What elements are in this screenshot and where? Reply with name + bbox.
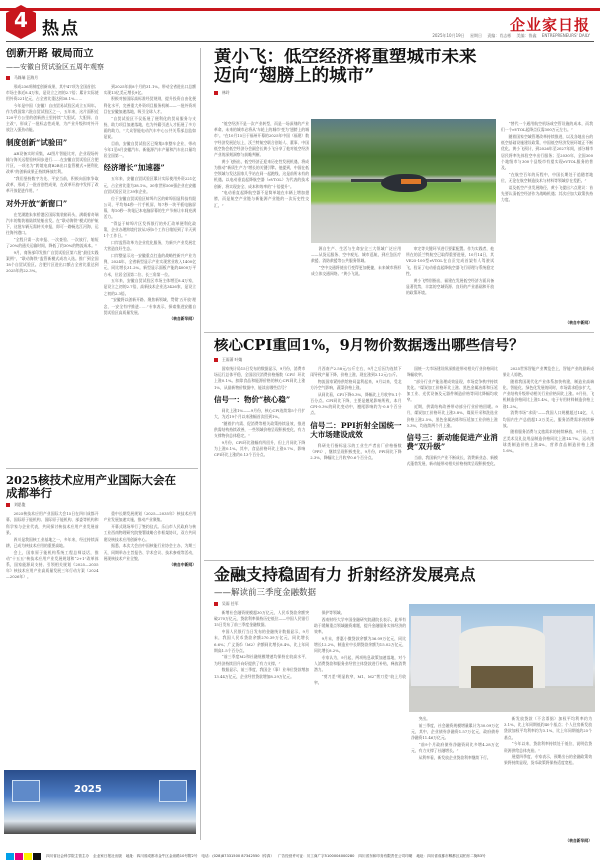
- article-anhui: [6, 48, 196, 466]
- screen-left: [12, 780, 40, 802]
- paragraph: “空中交通将使出行变得更加便捷，未来城市将形成立体交通网络。”黄小飞说。: [311, 265, 401, 277]
- color-register-black: [33, 853, 41, 860]
- paragraph: 四川是我国核工业基地之一，多年来，经过持续深耕，已成为核技术应用的重要高地。: [6, 536, 99, 548]
- title-line-1: 黄小飞：低空经济将重塑城市未来: [214, 48, 477, 67]
- section-divider: [204, 560, 594, 561]
- byline-authors: 林玲: [222, 89, 230, 95]
- subheading: 信号二：PPI折射全国统一大市场建设成效: [310, 420, 402, 439]
- paragraph: 同比上涨1%——9月份，核心CPI连续第5个月扩大，为近19个月以来涨幅首次回到1%。: [214, 407, 306, 419]
- paragraph: “随着扩内需、促消费等相关政策持续显效，推进供需结构持续改善，一些领域价格呈现积极变化，有力支撑物价总体稳定。”: [214, 420, 306, 439]
- title-line-2: 迈向“翅膀上的城市”: [214, 66, 375, 87]
- english-name: ENTREPRENEURS' DAILY: [541, 33, 590, 38]
- paragraph: 会上，国家原子能机构系统工程总师谈话，推动“十五五”核技术应用产业发展规划和“2+1”改革体系，国家能源局支持、引领相关规划《2025—2035年》核技术应用产业高质量发展三年行动方案（2024—2026年）。: [6, 549, 99, 580]
- byline-marker-icon: [214, 91, 218, 95]
- paragraph: “部分行业产能治理成效显现，市场竞争秩序持续优化。”煤炭加工价格环比上涨、黑色金属冶炼和压延加工业、光伏设备及元器件制造价格等同比降幅均收窄。: [406, 378, 498, 403]
- paragraph: “替代一个通用航空机场或空管设施的成本，而我们一个eVTOL起降点仅需300万元左右。”: [501, 121, 593, 133]
- text-column: [501, 121, 593, 326]
- paragraph: 新发放贷款（不含票据）加权平均利率约为3.1%，比上年同期低约40个基点；个人住房新发放贷款加权平均利率约为3.1%，比上年同期低约25个基点。: [504, 716, 592, 740]
- paragraph: “电动垂直起降航空器不是简单地在车辆上增加翅膀，而是航空产业链与新能源产业链的一次历史性交汇。”: [214, 190, 309, 208]
- editor: 责编：肖志彬: [487, 33, 512, 38]
- building-steps: [409, 688, 595, 712]
- footer-publisher: 四川省社会科学院主管主办: [46, 853, 90, 858]
- footer-printer-address: 地址：四川省成都市郫都区双柏东二街83号: [416, 853, 486, 858]
- subheading: 信号一：物价“核心稳”: [214, 394, 291, 404]
- paragraph: 2025核技术应用产业国际大会15日在四川成都开幕，国际原子能机构、国际原子能机构、部委等机构和科学家与企业代表，共同探讨核技术应用产业发展前景。: [6, 511, 99, 535]
- paragraph: “全程只需一次申报、一次查验、一次放行，缩短了20%的通关运输时间，降低了约30%的物流成本。”: [6, 236, 99, 249]
- paragraph: 中国人民银行当日发布的金融统计数据显示，9月末，我国人民币贷款余额270.39万亿元，同比增长6.6%；广义货币（M2）余额同比增长8.4%，比上年同期高1.5个百分点。: [214, 629, 309, 653]
- paragraph: 随着国家空域管理改革持续推进，以及各地出台的低空基础设施建设政策，中国低空经济发展环境正不断优化。黄小飞预计，到2026年至2027年间，部分城市居民将率先体验空中出行服务；至2030年，全国300个地级市与300个县级市有望实现eVTOL服务的普及。: [501, 133, 593, 170]
- footer-producer: 企业家日报社出版: [93, 853, 122, 858]
- article-cpi: [206, 338, 594, 558]
- footer-phone: 电话：(028)87331500 87342550（传真）: [201, 853, 274, 858]
- byline-authors: 吴雨 任军: [222, 600, 239, 606]
- paragraph: 随着服务消费与文旅需求的持续释放，9月份，工艺美术及礼仪用品制造价格同比上涨14.7%，运动用球类制造价格上涨4%，营养食品制造价格上涨1.6%。: [502, 429, 594, 454]
- byline: [6, 502, 196, 508]
- text-column: [504, 716, 592, 767]
- text-column: [503, 366, 594, 468]
- text-column: [214, 610, 309, 680]
- paragraph: “今年以来，贷款利率持续处于低位，说明信贷资源供给总体充裕。”: [504, 741, 592, 753]
- article-title[interactable]: 2025核技术应用产业国际大会在成都举行: [6, 474, 177, 500]
- footer-printer: 四川省东和印务有限责任公司印刷: [358, 853, 413, 858]
- byline-marker-icon: [6, 503, 10, 507]
- text-column: [6, 84, 99, 323]
- paragraph: 突出。: [418, 716, 430, 721]
- paragraph: 前三季度，社会融资规模增量累计为30.09万亿元，其中，企业债券净融资1.57万亿元，政府债券净融资11.46万亿元。: [411, 722, 499, 741]
- paragraph: 今年是中国（安徽）自由贸易试验区成立五周年。作为我国第六批自贸试验区之一，五年来，这片面积近120平方公里的创新热土里持续“大胆试、大胆闯、自主改”，形成了一批标志性成果，为产业升级和对外开放注入强劲动能。: [6, 102, 99, 133]
- paragraph: 到2025年前8个月的31.1%。带动全省进出口总额实现13亿美元增长9亿。: [103, 83, 196, 95]
- paragraph: 国家统计局15日发布的数据显示，9月份，消费市场运行总体平稳，全国居民消费价格指数（CPI）环比上涨0.1%。扣除食品和能源价格的核心CPI同比上涨1%，从最新物价数据中，能读出哪些信号？: [214, 365, 306, 390]
- designer: 美编：鲁鑫: [516, 33, 537, 38]
- paragraph: 9月，商务部印发推广自贸试验区第六批“最佳实践案例”，“联动海铁”监管新模式成功入选。推广到全国18个自贸试验区。合肥片区进出口额占全省比重达到2025年的22.3%。: [6, 249, 99, 274]
- paragraph: 从利率看，新发放企业贷款利率继续下行。: [418, 754, 491, 760]
- paragraph: 形成236项制度创新成果，其中47项为全国首创；市场主体近8.4万家，是设立之初的2.7倍；累计实际使用外资221亿元，占全省比重达到38.1%……: [6, 83, 99, 101]
- text-column: [311, 246, 401, 278]
- paragraph: 科研先行指标显示的工业生产者出厂价格指数（PPI），继续呈现积极变化，9月份，PPI同比下降2.3%，降幅比上月收窄0.6个百分点。: [310, 442, 402, 460]
- paragraph: 国统一大市场建设纵深推进带动相关行业价格同比降幅收窄。: [406, 365, 498, 378]
- aircraft-accent: [401, 179, 421, 184]
- paragraph: 2025世界智能产业博览会上，智能产业的最新成果让人惊艳。: [502, 365, 594, 378]
- text-column: [310, 366, 401, 468]
- paragraph: 目前，安徽自贸试验区已聚集5家整车企业，带动今年1至8月安徽汽车、新能源汽车产量和汽车出口量均居全国第一。: [103, 140, 196, 159]
- article-source: （转自新华网）: [169, 316, 196, 322]
- paragraph: 开幕式现场举行了签约仪式。乐山市人民政府与核工业西南物理研究院签署战略合作框架协议，双方共同建设核技术应用创新中心。: [103, 524, 196, 542]
- paragraph: 位于安徽自贸试验区蚌埠片区的蚌埠国显科技有限公司，平均每4秒一片手机屏，每7秒一块平板电脑屏幕，每10秒一块笔记本电脑屏幕的生产节奏让车间充满活力。: [103, 195, 196, 220]
- paragraph: 从同比看，CPI下降0.3%，降幅比上月收窄0.1个百分点。CPI同比下降，主要是翘尾影响所致，本月CPI-0.3%的同比变动中，翘尾影响约为-0.8个百分点。: [310, 391, 402, 416]
- article-source: （转自中新网）: [169, 562, 196, 568]
- byline: [206, 90, 594, 96]
- text-column: [6, 511, 99, 581]
- paragraph: 展望四季度，专家表示，预期出台的金融政策效果将持续显现，货币政策将保持适度宽松。: [504, 754, 592, 766]
- paragraph: 数据显示，前三季度，我国企（事）业单位贷款增加13.44万亿元，企业经营贷款增加8.29万亿元。: [214, 667, 309, 679]
- header-red-rule: [0, 8, 600, 11]
- paragraph: 黄小飞特别指出，福建在发展低空经济方面具备显著优势，丰富的空域资源、良好的产业基础和开放的政策环境。: [406, 277, 494, 295]
- text-column: [104, 84, 197, 323]
- color-register-cyan: [6, 853, 14, 860]
- paragraph: 随着我国现代化产业体系加快构建，制造业高端化、智能化、绿色化发展的同时，市场需求稳步扩大，产业结构升级带动相关行业价格同比上涨。9月份，飞机制造价格同比上涨1.4%，电子专用材料制造价格上涨1.2%。: [502, 378, 594, 409]
- article-subtitle: ——安徽自贸试验区五周年观察: [6, 62, 104, 71]
- header-divider: [6, 41, 594, 42]
- footer-imprint: [0, 850, 600, 862]
- byline: [206, 357, 594, 363]
- byline-marker-icon: [214, 602, 218, 606]
- paragraph: 据悉，本次大会由中国核能行业协会主办，为期三天，同期举办主旨报告、学术会议、技术参观等活动，展现核技术产业全貌。: [103, 543, 196, 561]
- screen-right: [159, 780, 187, 802]
- evtol-aircraft-photo: [311, 119, 496, 243]
- paragraph: 口岸监管改革为企业优化服务，为新兴产业发展壮大营造良好生态。: [103, 240, 196, 252]
- byline-marker-icon: [214, 358, 218, 362]
- paragraph: “安徽将以创新开路、聚焦新领域，贯彻‘五开放’理念，一安全有序推进……”专家表示，探索推进安徽自贸试验区高质量发展。: [103, 297, 196, 315]
- byline-marker-icon: [6, 76, 10, 80]
- article-title[interactable]: 核心CPI重回1%，9月物价数据透出哪些信号？: [214, 338, 524, 354]
- central-bank-building-photo: [409, 604, 595, 712]
- text-column: [411, 716, 499, 761]
- text-column: [314, 610, 406, 687]
- byline-authors: 刘思俊: [14, 502, 26, 508]
- paragraph: 专家认为，9月起，两项贴息政策加速落地，对个人消费贷款和服务业经营主体贷款进行补贴，释放消费潜力。: [314, 654, 406, 673]
- text-column: [407, 366, 498, 468]
- paragraph: 消费市场“求质”——我国人口规模超过14亿，人均国内生产总值超1.3万美元，服务消费需求持续释放。: [502, 410, 594, 428]
- footer-license: 广告经营许可证：川工商广字5100004000280: [277, 853, 355, 858]
- paragraph: “剪刀差”明显收窄，M1、M2“剪刀差”较上月收窄。: [314, 674, 406, 686]
- paragraph: 在芜湖港朱家桥港区国际集装箱码头，满载着奇瑞汽车的集装箱陆续装船出发。在“联动海铁”模式的护航下，这批车辆无需转关申报，即可一路畅达江河海，运往海外港口。: [6, 211, 99, 236]
- footer-address: 地址：四川省成都市金牛区金泉路10号附2号: [125, 853, 198, 858]
- section-divider: [6, 468, 198, 469]
- paragraph: “我们坚持数字为先、平安当前，积极向国家争取改革，形成了一批首创性成果，在改革开放中发挥了改革开放促进作用。”: [6, 175, 99, 194]
- conference-banner-year: 2025: [74, 784, 102, 795]
- paragraph: 审定等关键环节进行要素配置。作为实践者，他所在的沃兰特航空已取得重要进展，10月14日，其VE25-100型eVTOL在自贡完成首架有人驾驶试飞，验证了电动垂直起降航空器飞行原理与系统稳定性。: [406, 246, 494, 276]
- text-column: [214, 121, 309, 209]
- subheading: 经济增长“加速器”: [103, 163, 165, 173]
- paragraph: “得益于蚌埠片区发挥银行的外汇改革便利化政策，企业办理跨境付款从3到5个工作日缩短到了半天到1个工作日。”: [103, 220, 196, 239]
- text-column: [406, 246, 494, 297]
- paragraph: 月西南产2.58元/公斤左右，9月之后因为连续下雨导致产量下降，价格上涨，现在涨到3.12元/公斤。: [310, 365, 402, 378]
- paragraph: 黄小飞指出，低空经济正迎来历史性发展机遇，将成为推动“新质生产力”增长的关键引擎。他提到，中国在低空领域与发达国家几乎站在同一起跑线，这是前所未有的机遇。以电动垂直起降航空器（eVTOL）为代表的技术创新，将实现安全、成本和效率的“十倍提升”。: [214, 158, 309, 189]
- paragraph: 9月末，普惠小微贷款余额为36.09万亿元，同比增长12.2%，制造业中长期贷款余额为15.02万亿元，同比增长8.2%。: [314, 635, 406, 654]
- paragraph: 重中长期发展规划（2025—2035年）核技术应用产业发展加速实施，推动产业聚集。: [103, 511, 196, 523]
- article-source: （转自中新网）: [565, 320, 592, 325]
- column-divider: [200, 48, 201, 840]
- paragraph: 新增社会融资规模超30万亿元，人民币贷款余额突破270万亿元，贷款利率保持历史低位——中国人民银行15日发布了前三季度金融数据。: [214, 610, 309, 628]
- weekday: 星期日: [469, 33, 482, 38]
- section-name: 热点: [42, 19, 80, 39]
- color-register-magenta: [15, 853, 23, 860]
- byline-authors: 马姝瑞 汪海月: [14, 74, 38, 80]
- article-source: （转自新华网）: [565, 838, 592, 843]
- building-wing-left: [411, 616, 461, 686]
- article-title[interactable]: 创新开路 破局而立: [6, 48, 94, 59]
- article-nuclear: [6, 474, 196, 766]
- article-title[interactable]: [206, 48, 594, 87]
- subheading: 对外开放“新窗口”: [6, 198, 68, 208]
- paragraph: 近期，供需结构改善带动部分行业价格回暖。9月，煤炭加工价格环比上涨3.8%，煤炭开采和洗选业价格上涨2.5%，黑色金属冶炼和压延加工业价格上涨0.3%，均连续两个月上涨。: [406, 404, 498, 428]
- paragraph: 物流国家紧持供给格局盈利起来，9月以来，受北方冷空气影响，蔬菜价格上涨。: [310, 378, 402, 391]
- issue-date: 2025年10月19日: [432, 33, 465, 38]
- paragraph: “自贸试验区不仅拓展了便利化的贸易服务与支持，助力项目加速落地，也为外籍引进入才拓展了多方面的助力，”大众智能电动汽车中心公共关系部总监如是说。: [103, 115, 196, 140]
- paragraph: 口岸整显示这一安徽重点打造的战略性新兴产业为例，2024年，全省新型显示产业实现营业收入1400亿元，同比增长31.2%。新型显示面板产能约4000万平方米，位居全国第二位、长三角第一位。: [103, 252, 196, 277]
- paragraph: 9月份，CPI环比涨幅有所回升，但上月同比下降为上涨0.1%。其中，食品价格环比上涨0.7%，影响CPI环比上涨约0.13个百分点。: [214, 439, 306, 458]
- text-column: [214, 366, 305, 468]
- paragraph: 谈及低空产业发展路径，黄小飞提出六点建议：首先要认清低空经济作为战略机遇；其次应加大政策扶持力度。: [501, 184, 593, 202]
- masthead-logo: 企业家日报: [509, 16, 590, 34]
- article-subtitle: ——解读前三季度金融数据: [214, 587, 317, 598]
- section-divider: [204, 332, 594, 333]
- subheading: 信号三：新动能促进产业消费“双升级”: [406, 432, 498, 451]
- paragraph: 西南财经大学中国金融研究院副院长表示，此举有助于缓解重点领域融资难题，提升金融服务实体经济的效率。: [314, 616, 406, 635]
- building-wing-right: [543, 616, 593, 686]
- paragraph: 源自生产、生活与生命安全三大领域广泛应用——从货运服务、空中观光、城市巡航，到应急医疗救援、消防救援等公共服务领域。: [311, 246, 401, 264]
- article-title[interactable]: 金融支持稳固有力 折射经济发展亮点: [214, 566, 476, 584]
- color-register-yellow: [24, 853, 32, 860]
- paragraph: “低空经济不是一次产业转型，而是一场深刻的产业革命。未来的城市必将从‘车轮上的城市’变为‘翅膀上的城市’。”在10月15日于福州开幕的2025年中国（福建）数字经济发展论坛上，沃兰特航空联合创始人、董事、中国低空协会低空经济分会副会长黄小飞分享了他对低空经济产业的深刻洞察与前瞻判断。: [214, 121, 309, 158]
- paragraph: 五年来，安徽自贸试验区累计实际使用外资221亿元，占全省比重为38.1%。30家世界500强企业在安徽自贸试验区设立39家企业。: [103, 176, 196, 194]
- conference-photo: [4, 770, 196, 834]
- paragraph: “前9个月政府债券净融资同比多增4.28万亿元，有力支撑了社融增长。”: [411, 741, 499, 754]
- paragraph: 五年来，安徽自贸试验区市场主体增至8.4万家，是设立之初的2.7倍，高新技术企业达3426家，是设立之初的2.3倍。: [103, 278, 196, 296]
- paragraph: 积极对接国际高标准经贸规则，提升投资自由化便利化水平，完善重大外资项目服务机制——一批外资项目在安徽加速落地，吸引全球人才。: [103, 96, 196, 114]
- byline: [6, 75, 196, 81]
- paragraph: AR设备实时采集，AI图片智能比对，企业现场传输与海关远程验核同步进行……在安徽自贸试验区合肥片区，一项名为“跨境电商B2B出口监管模式+便利化改革”的创新成果正持续释放红利。: [6, 150, 99, 175]
- page-number: 4: [14, 8, 28, 32]
- dateline: [428, 33, 590, 39]
- paragraph: 保护等领域。: [321, 610, 345, 615]
- paragraph: “在航空百年的历程中，中国长期处于追随者地位，无论在航空制造技术与材料等领域存在差距。”: [501, 171, 593, 183]
- text-column: [104, 511, 197, 581]
- paragraph: 当前，我国新兴产业不断成长，消费新业态、新模式蓬勃发展，新动能带动相关价格持续呈现积极变化。: [406, 454, 498, 467]
- building-entrance: [471, 666, 533, 688]
- byline-authors: 王雨萧 叶婧: [222, 356, 243, 362]
- paragraph: “前三季度M2和社融规模增速均保持在较高水平，为经济持续回升向好提供了有力支撑。”: [214, 654, 309, 666]
- subheading: 制度创新“试验田”: [6, 137, 68, 147]
